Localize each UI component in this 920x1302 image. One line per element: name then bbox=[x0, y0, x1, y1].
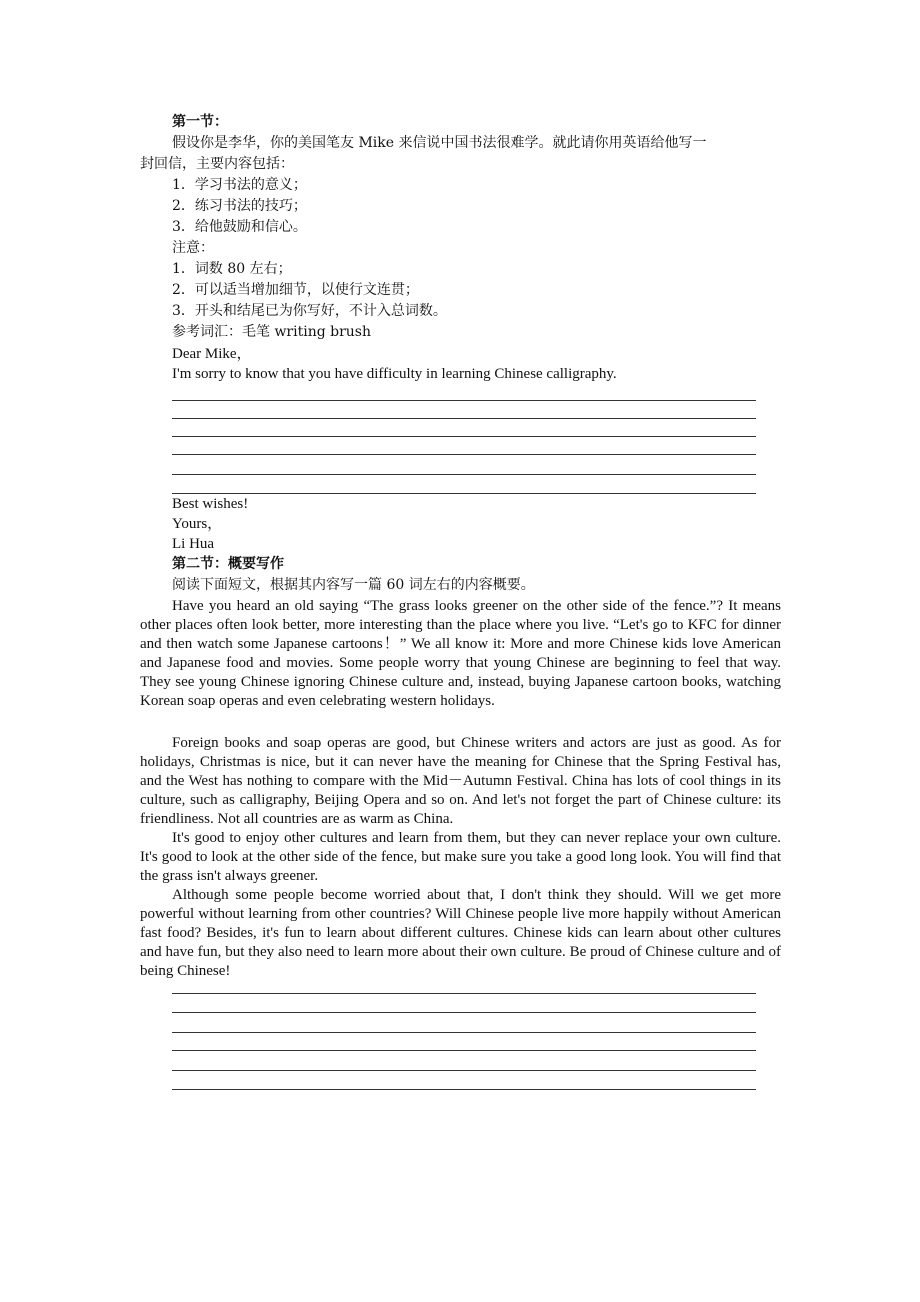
note-1: 1．词数 80 左右； bbox=[172, 261, 292, 277]
passage-paragraph-2: Foreign books and soap operas are good, but Chinese writers and actors are just as good. As for holidays, Christmas is nice, but it can never have the meaning for Chinese that the Spring Festival has, and the West has nothing to compare with the Mid－Autumn Festival. China has lots of cool things in its culture, such as calligraphy, Beijing Opera and so on. And let's not forget the part of Chinese culture: its friendliness. Not all countries are as warm as China. bbox=[140, 735, 781, 827]
section1-heading: 第一节： bbox=[172, 114, 228, 130]
answer-line[interactable] bbox=[172, 1032, 756, 1033]
content-point-1: 1．学习书法的意义； bbox=[172, 177, 307, 193]
note-2: 2．可以适当增加细节，以使行文连贯； bbox=[172, 282, 419, 298]
letter-opening: I'm sorry to know that you have difficulty in learning Chinese calligraphy. bbox=[172, 366, 617, 382]
salutation: Dear Mike， bbox=[172, 346, 252, 362]
answer-line[interactable] bbox=[172, 474, 756, 475]
answer-line[interactable] bbox=[172, 1050, 756, 1051]
prompt-line-1: 假设你是李华，你的美国笔友 Mike 来信说中国书法很难学。就此请你用英语给他写一 bbox=[172, 135, 707, 151]
notes-heading: 注意： bbox=[172, 240, 214, 256]
answer-line[interactable] bbox=[172, 993, 756, 994]
content-point-2: 2．练习书法的技巧； bbox=[172, 198, 307, 214]
answer-line[interactable] bbox=[172, 418, 756, 419]
section2-heading: 第二节：概要写作 bbox=[172, 556, 284, 572]
note-3: 3．开头和结尾已为你写好，不计入总词数。 bbox=[172, 303, 447, 319]
answer-line[interactable] bbox=[172, 1070, 756, 1071]
answer-line[interactable] bbox=[172, 454, 756, 455]
signature: Li Hua bbox=[172, 536, 215, 552]
content-point-3: 3．给他鼓励和信心。 bbox=[172, 219, 307, 235]
answer-line[interactable] bbox=[172, 1089, 756, 1090]
passage-paragraph-3: It's good to enjoy other cultures and learn from them, but they can never replace your own culture. It's good to look at the other side of the fence, but make sure you take a good long look. You will find that the grass isn't always greener. bbox=[140, 830, 781, 884]
sign-off: Yours， bbox=[172, 516, 223, 532]
answer-line[interactable] bbox=[172, 400, 756, 401]
summary-instruction: 阅读下面短文，根据其内容写一篇 60 词左右的内容概要。 bbox=[172, 577, 535, 593]
answer-line[interactable] bbox=[172, 1012, 756, 1013]
vocab-reference: 参考词汇：毛笔 writing brush bbox=[172, 324, 372, 340]
answer-line[interactable] bbox=[172, 493, 756, 494]
prompt-line-2: 封回信，主要内容包括： bbox=[140, 156, 294, 172]
letter-closing: Best wishes! bbox=[172, 496, 249, 512]
passage-paragraph-4: Although some people become worried about that, I don't think they should. Will we get more powerful without learning from other countries? Will Chinese people live more happily without American fast food? Besides, it's fun to learn about different cultures. Chinese kids can learn about other cultures and have fun, but they also need to learn more about their own culture. Be proud of Chinese culture and of being Chinese! bbox=[140, 887, 781, 979]
answer-line[interactable] bbox=[172, 436, 756, 437]
passage-paragraph-1: Have you heard an old saying “The grass looks greener on the other side of the fence.”? It means other places often look better, more interesting than the place where you live. “Let's go to KFC for dinner and then watch some Japanese cartoons！” We all know it: More and more Chinese kids love American and Japanese food and movies. Some people worry that young Chinese are beginning to feel that way. They see young Chinese ignoring Chinese culture and, instead, buying Japanese cartoon books, watching Korean soap operas and even celebrating western holidays. bbox=[140, 598, 781, 709]
